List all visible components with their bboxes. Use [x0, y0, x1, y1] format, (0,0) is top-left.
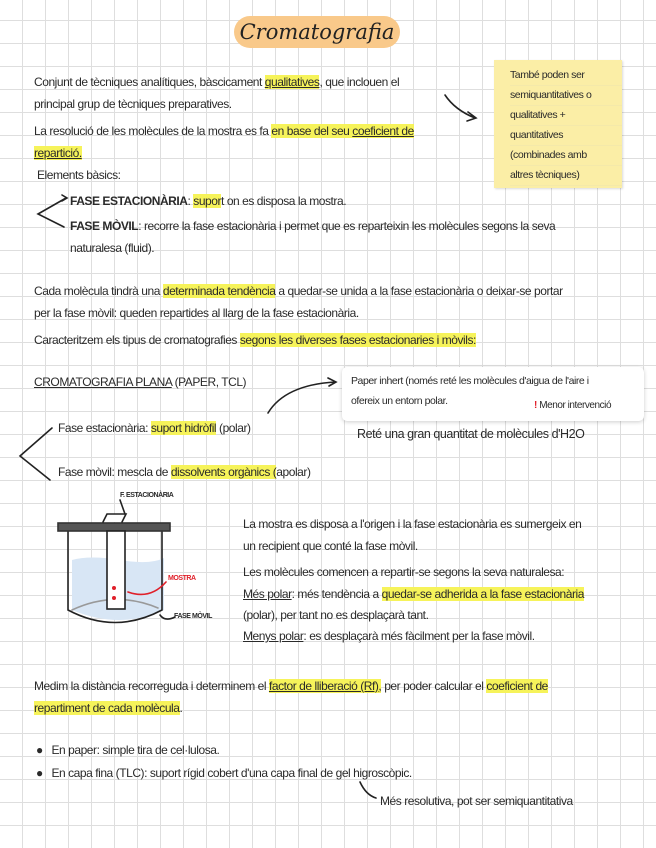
text: a quedar-se unida a la fase estacionària o deixar-se portar [275, 284, 563, 298]
bullet-icon: ● [36, 766, 43, 780]
tlc-note: Més resolutiva, pot ser semiquantitativa [380, 794, 573, 808]
text: . [179, 701, 183, 715]
elements-heading: Elements bàsics: [37, 168, 121, 182]
arrow-icon [445, 95, 476, 121]
text: , que inclouen el [319, 75, 400, 89]
highlight: supor [193, 194, 222, 208]
badge-text: Menor intervenció [539, 400, 612, 411]
retains-note: Reté una gran quantitat de molècules d'H2O [357, 427, 585, 441]
card-line: ofereix un entorn polar. [351, 395, 448, 407]
text: : es desplaçarà més fàcilment per la fase mòvil. [303, 629, 535, 643]
note-line: qualitatives + [510, 106, 622, 126]
note-line: També poden ser [510, 66, 622, 86]
text: Fase estacionària: [58, 421, 151, 435]
text: Cada molècula tindrà una [34, 284, 163, 298]
desc-line-5: (polar), per tant no es desplaçarà tant. [243, 608, 429, 622]
text: t on es disposa la mostra. [221, 194, 347, 208]
label-fase-movil: FASE MÒVIL [174, 613, 212, 620]
text: En capa fina (TLC): suport rígid cobert d'una capa final de gel higroscòpic. [51, 766, 412, 780]
bracket-icon [38, 195, 67, 227]
note-line: quantitatives [510, 126, 622, 146]
text: : [187, 194, 194, 208]
label-fase-estacionaria: F. ESTACIONÀRIA [120, 492, 174, 499]
desc-line-2: un recipient que conté la fase mòvil. [243, 539, 418, 553]
page-title: Cromatografia [234, 16, 400, 48]
desc-line-1: La mostra es disposa a l'origen i la fase estacionària es sumergeix en [243, 517, 582, 531]
text: : més tendència a [291, 587, 382, 601]
bracket-icon [20, 428, 52, 480]
arrow-icon [268, 378, 336, 413]
highlight: qualitatives [264, 75, 320, 89]
highlight: coeficient de [352, 124, 414, 138]
card-line: Paper inhert (només reté les molècules d'aigua de l'aire i [351, 375, 589, 387]
beaker-icon [58, 500, 175, 623]
highlight: quedar-se adherida a la fase estacionària [381, 587, 584, 601]
text: apolar) [276, 465, 311, 479]
heading: CROMATOGRAFIA PLANA [34, 375, 172, 389]
text: (polar) [216, 421, 251, 435]
label-mostra: MOSTRA [168, 575, 196, 582]
para2-line-2: per la fase mòvil: queden repartides al llarg de la fase estacionària. [34, 306, 359, 320]
text: per poder calcular el [381, 679, 487, 693]
label: FASE MÒVIL [70, 219, 139, 233]
highlight: repartició. [34, 146, 82, 160]
label: Menys polar [243, 629, 304, 643]
highlight: coeficient de [486, 679, 548, 693]
highlight: dissolvents orgànics ( [170, 465, 277, 479]
text: Medim la distància recorreguda i determinem el [34, 679, 269, 693]
arrow-icon [360, 782, 376, 798]
fase-movil-line-2: naturalesa (fluid). [70, 241, 155, 255]
intro-line-2: principal grup de tècniques preparatives. [34, 97, 232, 111]
text: Caracteritzem els tipus de cromatografies [34, 333, 240, 347]
text: : recorre la fase estacionària i permet que es reparteixin les molècules segons la seva [138, 219, 556, 233]
highlight: en base del seu [271, 124, 353, 138]
note-line: semiquantitatives o [510, 86, 622, 106]
text: Fase mòvil: mescla de [58, 465, 171, 479]
note-line: altres tècniques) [510, 166, 622, 186]
highlight: determinada tendència [162, 284, 276, 298]
highlight: suport hidròfil [150, 421, 217, 435]
highlight: factor de lliberació (Rf), [268, 679, 382, 693]
text: En paper: simple tira de cel·lulosa. [51, 743, 220, 757]
desc-line-3: Les molècules comencen a repartir-se segons la seva naturalesa: [243, 565, 565, 579]
highlight: segons les diverses fases estacionaries i mòvils: [239, 333, 476, 347]
bullet-icon: ● [36, 743, 43, 757]
note-line: (combinades amb [510, 146, 622, 166]
text: La resolució de les molècules de la mostra es fa [34, 124, 272, 138]
exclamation-icon: ! [534, 400, 537, 411]
label: FASE ESTACIONÀRIA [70, 194, 188, 208]
label: Més polar [243, 587, 292, 601]
text: (PAPER, TCL) [171, 375, 247, 389]
text: Conjunt de tècniques analítiques, bàscicament [34, 75, 265, 89]
highlight: repartiment de cada molècula [34, 701, 180, 715]
